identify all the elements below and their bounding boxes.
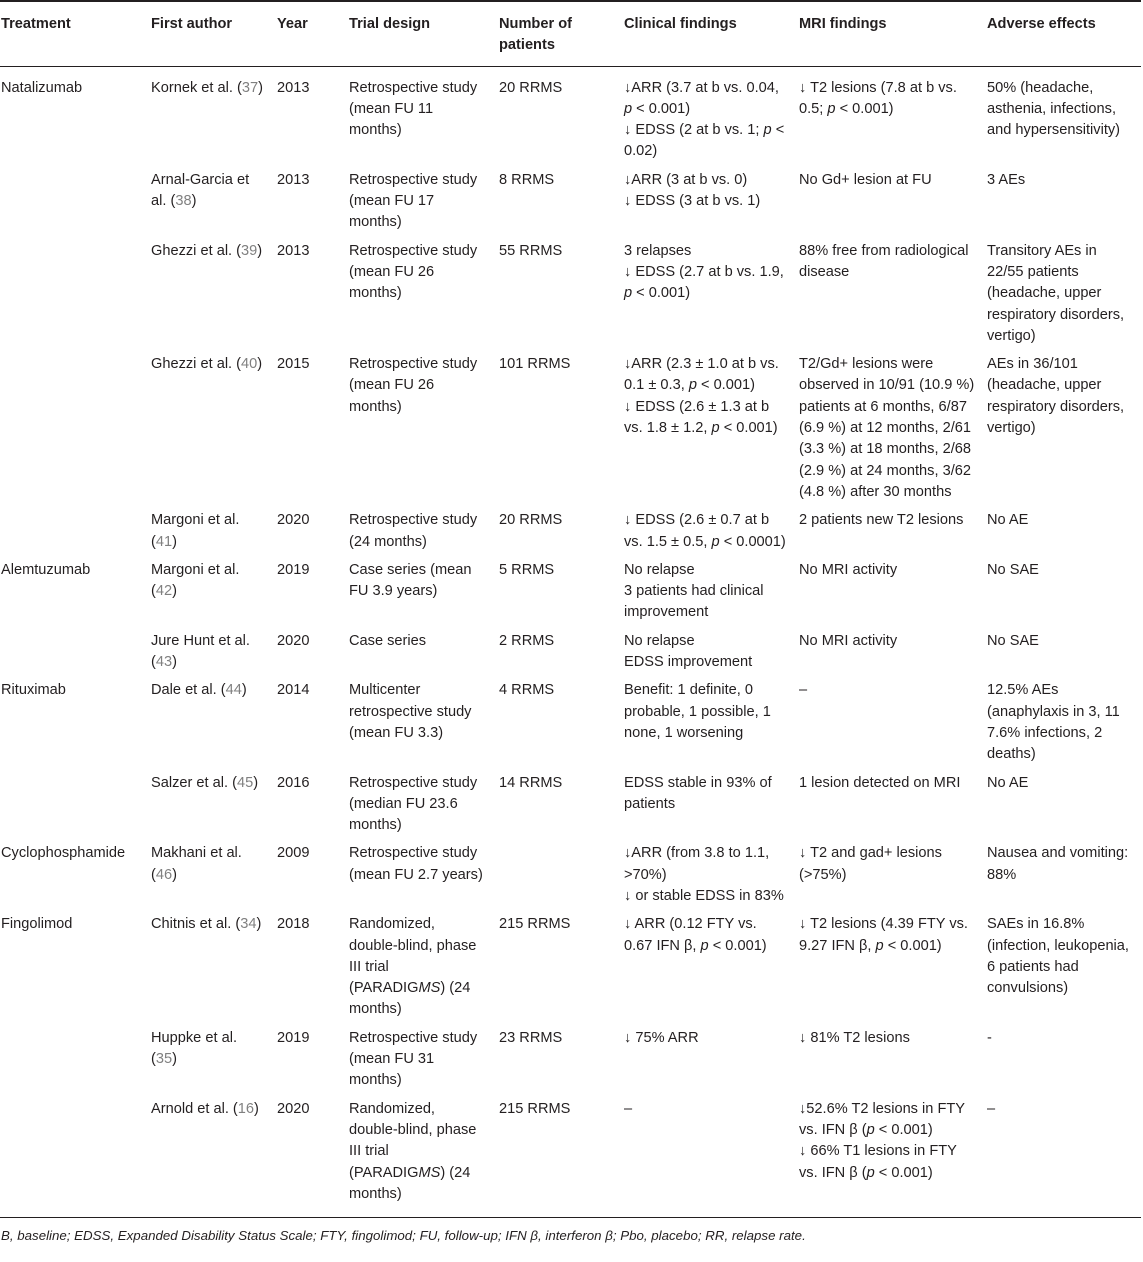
author-name: Dale et al. ( xyxy=(151,682,226,699)
cell-number-of-patients: 20 RRMS xyxy=(499,79,563,96)
cell-clinical-findings xyxy=(618,241,793,354)
cell-year: 2013 xyxy=(277,171,310,188)
finding-line: No relapse xyxy=(624,561,695,578)
table-row xyxy=(0,560,1141,631)
cell-number-of-patients: 4 RRMS xyxy=(499,682,555,699)
cell-number-of-patients: 215 RRMS xyxy=(493,1099,618,1218)
cell-year: 2013 xyxy=(277,79,310,96)
cell-clinical-findings xyxy=(618,1099,793,1218)
cell-year: 2019 xyxy=(277,561,310,578)
cell-number-of-patients: 23 RRMS xyxy=(499,1029,563,1046)
cell-clinical-findings xyxy=(618,773,793,844)
reference-link[interactable]: 34 xyxy=(240,916,257,933)
finding-line: No MRI activity xyxy=(799,561,898,578)
reference-link[interactable]: 40 xyxy=(241,356,258,373)
cell-first-author: Salzer et al. (45) xyxy=(151,774,259,791)
finding-line: 88% free from radiological disease xyxy=(799,242,969,280)
table-header xyxy=(0,1,1141,66)
cell-clinical-findings xyxy=(618,510,793,560)
cell-treatment: Natalizumab xyxy=(1,79,83,96)
author-name: Makhani et al. ( xyxy=(151,845,242,883)
cell-number-of-patients: 55 RRMS xyxy=(499,242,563,259)
cell-treatment: Cyclophosphamide xyxy=(1,845,126,862)
cell-trial-design: Retrospective study (mean FU 11 months) xyxy=(349,79,478,139)
cell-treatment: Rituximab xyxy=(1,682,66,699)
cell-mri-findings xyxy=(793,354,981,510)
author-name: Jure Hunt et al. ( xyxy=(151,632,250,671)
table-row xyxy=(0,843,1141,914)
cell-clinical-findings xyxy=(618,843,793,914)
cell-adverse-effects: - xyxy=(987,1029,992,1046)
finding-line: ↓ 66% T1 lesions in FTY vs. IFN β (p < 0.001) xyxy=(799,1143,957,1181)
cell-treatment xyxy=(0,170,145,241)
finding-line: ↓ T2 lesions (7.8 at b vs. 0.5; p < 0.001) xyxy=(799,79,957,117)
author-name: Salzer et al. ( xyxy=(151,774,237,791)
header-row xyxy=(0,1,1141,66)
reference-link[interactable]: 43 xyxy=(155,654,173,671)
finding-line: 3 relapses xyxy=(624,242,692,259)
finding-line: T2/Gd+ lesions were observed in 10/91 (10.9 %) patients at 6 months, 6/87 (6.9 %) at 12 months, 2/61 (3.3 %) at 18 months, 2/68 (2.9 %) at 24 months, 3/62 (4.8 %) after 30 months xyxy=(799,356,975,500)
cell-mri-findings xyxy=(793,1099,981,1218)
finding-line: No Gd+ lesion at FU xyxy=(799,171,932,188)
cell-trial-design: Retrospective study (mean FU 31 months) xyxy=(349,1029,478,1089)
cell-clinical-findings xyxy=(618,680,793,772)
cell-adverse-effects: 3 AEs xyxy=(987,171,1026,188)
finding-line: ↓ T2 lesions (4.39 FTY vs. 9.27 IFN β, p < 0.001) xyxy=(799,916,968,954)
cell-adverse-effects: No SAE xyxy=(987,632,1039,649)
cell-number-of-patients: 20 RRMS xyxy=(499,512,563,529)
finding-line: ↓ 81% T2 lesions xyxy=(799,1029,910,1046)
header-trial-design: Trial design xyxy=(343,1,493,66)
finding-line: ↓ T2 and gad+ lesions (>75%) xyxy=(799,845,942,883)
finding-line: 2 patients new T2 lesions xyxy=(799,512,964,529)
cell-year: 2019 xyxy=(277,1029,310,1046)
cell-clinical-findings xyxy=(618,631,793,681)
cell-mri-findings xyxy=(793,66,981,170)
cell-clinical-findings xyxy=(618,354,793,510)
cell-number-of-patients: 101 RRMS xyxy=(499,356,571,373)
cell-year: 2020 xyxy=(277,512,310,529)
cell-trial-design: Randomized, double-blind, phase III trial (PARADIGMS) (24 months) xyxy=(343,1099,493,1218)
cell-mri-findings xyxy=(793,631,981,681)
cell-number-of-patients: 8 RRMS xyxy=(499,171,555,188)
reference-link[interactable]: 39 xyxy=(241,242,258,259)
table-footnote: B, baseline; EDSS, Expanded Disability Status Scale; FTY, fingolimod; FU, follow-up; IFN β, interferon β; Pbo, placebo; RR, relapse rate. xyxy=(1,1228,806,1244)
cell-first-author: Kornek et al. (37) xyxy=(151,79,263,96)
cell-mri-findings xyxy=(793,843,981,914)
author-name: Chitnis et al. ( xyxy=(151,916,241,933)
finding-line: EDSS stable in 93% of patients xyxy=(624,774,772,812)
finding-line: ↓ ARR (0.12 FTY vs. 0.67 IFN β, p < 0.001) xyxy=(624,916,767,954)
reference-link[interactable]: 16 xyxy=(237,1100,255,1117)
cell-first-author: Arnold et al. (16) xyxy=(145,1099,271,1218)
cell-adverse-effects: SAEs in 16.8% (infection, leukopenia, 6 patients had convulsions) xyxy=(987,916,1129,997)
cell-year: 2018 xyxy=(277,916,310,933)
cell-clinical-findings xyxy=(618,560,793,631)
cell-trial-design: Retrospective study (mean FU 26 months) xyxy=(349,242,478,302)
table-row xyxy=(0,354,1141,510)
cell-treatment xyxy=(0,773,145,844)
author-name: Ghezzi et al. ( xyxy=(151,242,242,259)
cell-treatment: Alemtuzumab xyxy=(1,561,91,578)
cell-adverse-effects: No AE xyxy=(987,512,1029,529)
cell-trial-design: Retrospective study (24 months) xyxy=(349,512,478,550)
cell-year: 2015 xyxy=(277,356,310,373)
cell-treatment xyxy=(0,1099,145,1218)
cell-first-author: Makhani et al. (46) xyxy=(151,845,242,883)
cell-clinical-findings xyxy=(618,66,793,170)
cell-first-author: Huppke et al. (35) xyxy=(151,1029,237,1068)
table-row xyxy=(0,773,1141,844)
finding-line: ↓ EDSS (2.6 ± 0.7 at b vs. 1.5 ± 0.5, p < 0.0001) xyxy=(624,512,786,550)
cell-mri-findings xyxy=(793,680,981,772)
cell-first-author: Ghezzi et al. (39) xyxy=(151,242,263,259)
cell-mri-findings xyxy=(793,914,981,1027)
header-first-author: First author xyxy=(145,1,271,66)
cell-mri-findings xyxy=(793,560,981,631)
reference-link[interactable]: 38 xyxy=(175,193,192,210)
reference-link[interactable]: 42 xyxy=(155,583,173,600)
cell-number-of-patients: 14 RRMS xyxy=(499,774,563,791)
finding-line: ↓ 75% ARR xyxy=(624,1029,699,1046)
cell-trial-design: Case series xyxy=(349,632,427,649)
finding-line: – xyxy=(799,682,808,699)
table-row xyxy=(0,241,1141,354)
cell-treatment xyxy=(0,354,145,510)
finding-line: No MRI activity xyxy=(799,632,898,649)
cell-year: 2014 xyxy=(277,682,310,699)
cell-trial-design: Retrospective study (mean FU 17 months) xyxy=(349,171,478,231)
cell-first-author: Dale et al. (44) xyxy=(151,682,247,699)
table-row xyxy=(0,170,1141,241)
finding-line: ↓ARR (3.7 at b vs. 0.04, p < 0.001) xyxy=(624,79,779,117)
reference-link[interactable]: 46 xyxy=(155,866,173,883)
finding-line: ↓ EDSS (2.6 ± 1.3 at b vs. 1.8 ± 1.2, p < 0.001) xyxy=(624,398,778,437)
header-treatment: Treatment xyxy=(0,1,145,66)
cell-trial-design: Randomized, double-blind, phase III trial (PARADIGMS) (24 months) xyxy=(349,916,477,1018)
finding-line: – xyxy=(624,1100,633,1117)
finding-line: 3 patients had clinical improvement xyxy=(624,583,764,621)
cell-clinical-findings xyxy=(618,914,793,1027)
cell-treatment: Fingolimod xyxy=(1,916,73,933)
header-clinical-findings: Clinical findings xyxy=(618,1,793,66)
finding-line: ↓ARR (2.3 ± 1.0 at b vs. 0.1 ± 0.3, p < 0.001) xyxy=(624,356,779,394)
cell-first-author: Margoni et al. (42) xyxy=(151,561,240,600)
table-row xyxy=(0,510,1141,560)
cell-treatment xyxy=(0,1028,145,1099)
cell-mri-findings xyxy=(793,1028,981,1099)
cell-adverse-effects: 50% (headache, asthenia, infections, and hypersensitivity) xyxy=(987,79,1121,139)
header-year: Year xyxy=(271,1,343,66)
finding-line: Benefit: 1 definite, 0 probable, 1 possible, 1 none, 1 worsening xyxy=(624,682,771,741)
finding-line: 1 lesion detected on MRI xyxy=(799,774,961,791)
cell-number-of-patients: 215 RRMS xyxy=(499,916,571,933)
finding-line: ↓ EDSS (2 at b vs. 1; p < 0.02) xyxy=(624,122,785,160)
table-row xyxy=(0,631,1141,681)
cell-treatment xyxy=(0,510,145,560)
finding-line: ↓ EDSS (3 at b vs. 1) xyxy=(624,193,761,210)
header-mri-findings: MRI findings xyxy=(793,1,981,66)
reference-link[interactable]: 41 xyxy=(155,533,173,550)
cell-trial-design: Multicenter retrospective study (mean FU 3.3) xyxy=(349,682,472,741)
table-row xyxy=(0,1028,1141,1099)
table-body xyxy=(0,66,1141,1218)
table-row xyxy=(0,914,1141,1027)
cell-adverse-effects: No AE xyxy=(987,774,1029,791)
finding-line: ↓ARR (from 3.8 to 1.1, >70%) xyxy=(624,845,770,883)
cell-treatment xyxy=(0,241,145,354)
cell-clinical-findings xyxy=(618,170,793,241)
finding-line: ↓ or stable EDSS in 83% xyxy=(624,887,784,904)
cell-year: 2020 xyxy=(277,632,310,649)
cell-adverse-effects: – xyxy=(981,1099,1141,1218)
finding-line: No relapse xyxy=(624,632,695,649)
cell-first-author: Arnal-Garcia et al. (38) xyxy=(151,171,250,210)
cell-mri-findings xyxy=(793,510,981,560)
reference-link[interactable]: 45 xyxy=(236,774,254,791)
cell-first-author: Jure Hunt et al. (43) xyxy=(151,632,250,671)
cell-first-author: Margoni et al. (41) xyxy=(151,512,240,550)
finding-line: ↓ EDSS (2.7 at b vs. 1.9, p < 0.001) xyxy=(624,263,784,302)
header-number-of-patients: Number of patients xyxy=(493,1,618,66)
author-name: Kornek et al. ( xyxy=(151,79,242,96)
cell-trial-design: Retrospective study (median FU 23.6 months) xyxy=(349,774,478,834)
cell-first-author: Ghezzi et al. (40) xyxy=(151,356,263,373)
cell-mri-findings xyxy=(793,170,981,241)
cell-mri-findings xyxy=(793,773,981,844)
header-adverse-effects: Adverse effects xyxy=(981,1,1141,66)
author-name: Arnold et al. ( xyxy=(151,1100,238,1117)
cell-trial-design: Retrospective study (mean FU 2.7 years) xyxy=(349,845,483,883)
cell-year: 2013 xyxy=(277,242,310,259)
cell-adverse-effects: Transitory AEs in 22/55 patients (headache, upper respiratory disorders, vertigo) xyxy=(987,242,1125,344)
cell-mri-findings xyxy=(793,241,981,354)
cell-first-author: Chitnis et al. (34) xyxy=(151,916,262,933)
cell-adverse-effects: AEs in 36/101 (headache, upper respiratory disorders, vertigo) xyxy=(987,356,1125,437)
cell-number-of-patients: 5 RRMS xyxy=(499,561,555,578)
cell-adverse-effects: No SAE xyxy=(987,561,1039,578)
cell-number-of-patients: 2 RRMS xyxy=(499,632,555,649)
cell-treatment xyxy=(0,631,145,681)
finding-line: ↓52.6% T2 lesions in FTY vs. IFN β (p < 0.001) xyxy=(799,1100,965,1138)
table-row xyxy=(0,680,1141,772)
table-row xyxy=(0,1099,1141,1218)
author-name: Huppke et al. ( xyxy=(151,1029,237,1068)
cell-adverse-effects: Nausea and vomiting: 88% xyxy=(987,845,1129,883)
cell-clinical-findings xyxy=(618,1028,793,1099)
reference-link[interactable]: 44 xyxy=(225,682,242,699)
cell-year: 2009 xyxy=(277,845,310,862)
finding-line: EDSS improvement xyxy=(624,654,753,671)
author-name: Margoni et al. ( xyxy=(151,512,240,550)
author-name: Ghezzi et al. ( xyxy=(151,356,242,373)
reference-link[interactable]: 37 xyxy=(241,79,259,96)
cell-year: 2020 xyxy=(271,1099,343,1218)
cell-trial-design: Case series (mean FU 3.9 years) xyxy=(349,561,472,600)
cell-trial-design: Retrospective study (mean FU 26 months) xyxy=(349,356,478,415)
cell-year: 2016 xyxy=(277,774,310,791)
author-name: Arnal-Garcia et al. ( xyxy=(151,171,250,210)
author-name: Margoni et al. ( xyxy=(151,561,240,600)
cell-number-of-patients xyxy=(493,843,618,914)
reference-link[interactable]: 35 xyxy=(155,1051,173,1068)
cell-adverse-effects: 12.5% AEs (anaphylaxis in 3, 11 7.6% infections, 2 deaths) xyxy=(987,682,1120,763)
finding-line: ↓ARR (3 at b vs. 0) xyxy=(624,171,748,188)
table-row xyxy=(0,66,1141,170)
